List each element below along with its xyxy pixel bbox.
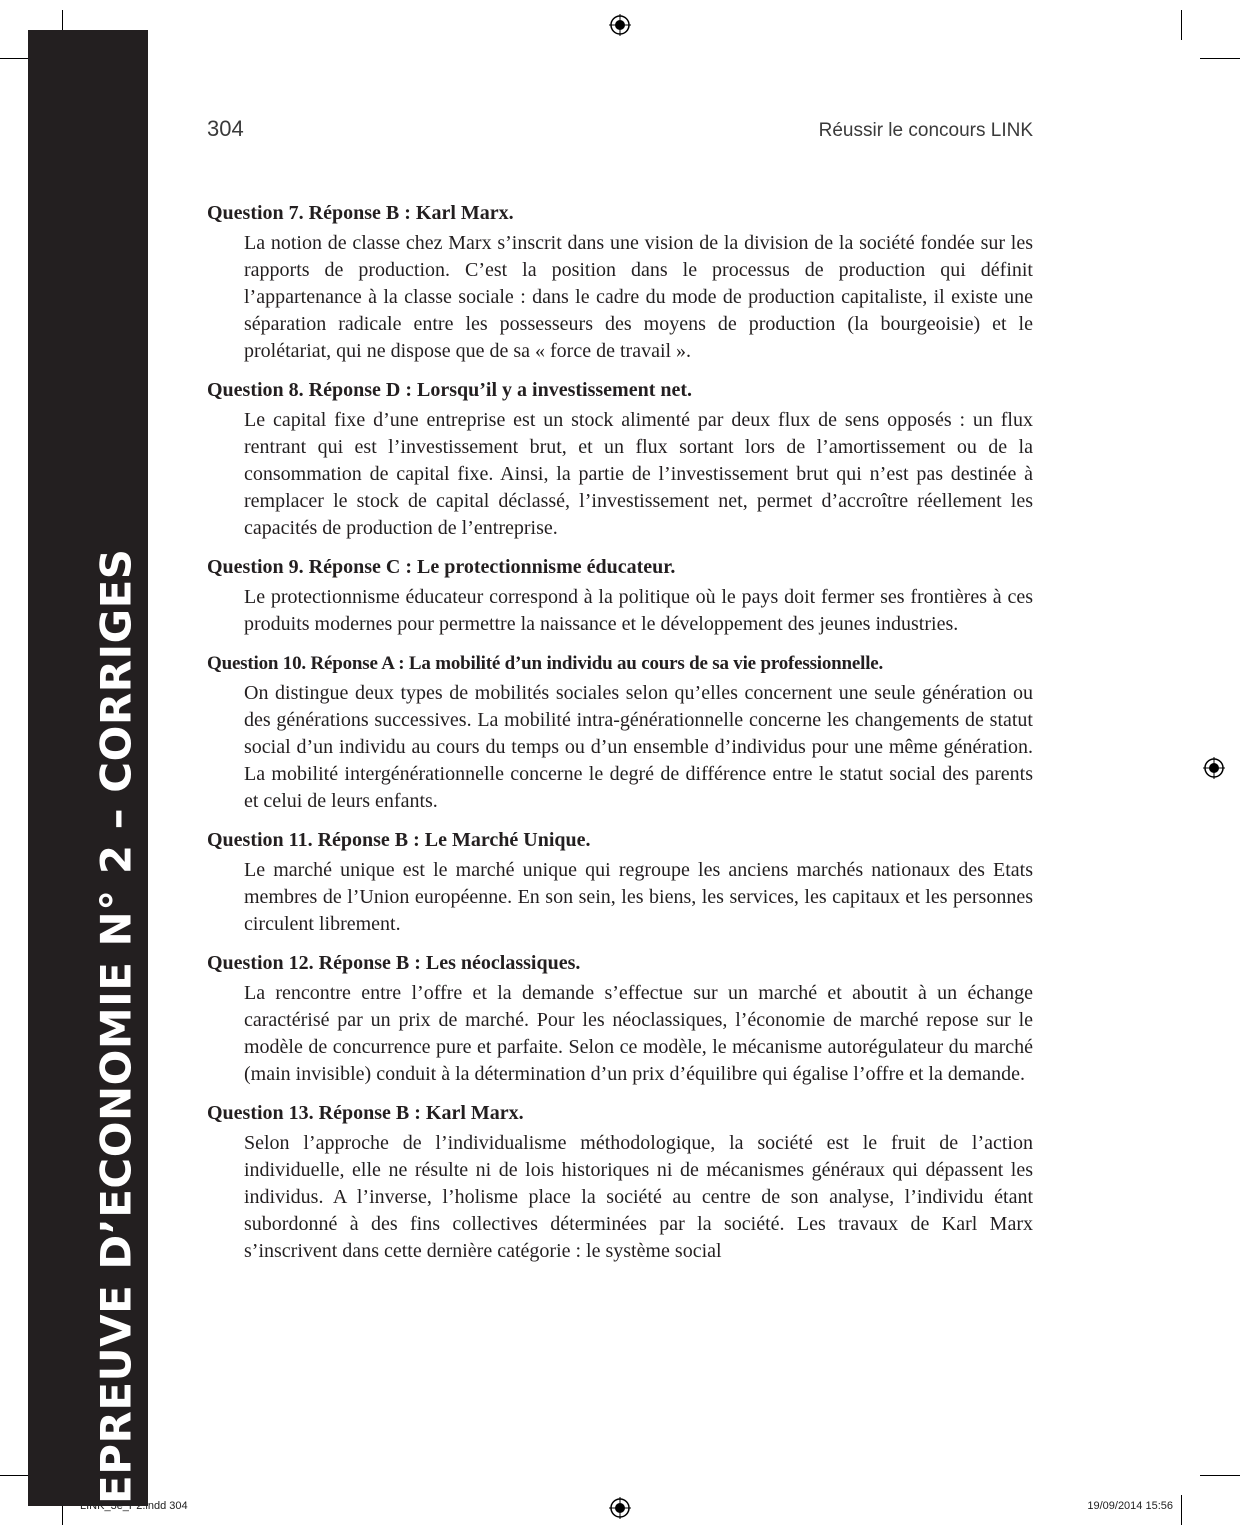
question-title: Question 11. Réponse B : Le Marché Unique. bbox=[207, 829, 591, 851]
running-title: Réussir le concours LINK bbox=[818, 120, 1033, 141]
question-block bbox=[207, 554, 1033, 638]
question-block bbox=[207, 200, 1033, 365]
crop-mark bbox=[1200, 58, 1240, 59]
question-explanation: La notion de classe chez Marx s’inscrit dans une vision de la division de la société fondée sur les rapports de production. C’est la position dans le processus de production qui définit l’appartenance à la classe sociale : dans le cadre du mode de production capitaliste, il existe une séparation radicale entre les possesseurs des moyens de production (la bourgeoisie) et le prolétariat, qui ne dispose que de sa « force de travail ». bbox=[244, 232, 1033, 362]
registration-mark-icon bbox=[1203, 757, 1225, 779]
slug-date-info: 19/09/2014 15:56 bbox=[1087, 1500, 1173, 1512]
question-explanation: Le capital fixe d’une entreprise est un stock alimenté par deux flux de sens opposés : un flux rentrant qui est l’investissement brut, et un flux sortant lors de l’amortissement ou de la consommation de capital fixe. Ainsi, la partie de l’investissement brut qui n’est pas destinée à remplacer le stock de capital déclassé, l’investissement net, permet d’accroître réellement les capacités de production de l’entreprise. bbox=[244, 409, 1033, 539]
crop-mark bbox=[1181, 10, 1182, 40]
question-block bbox=[207, 1100, 1033, 1265]
registration-mark-icon bbox=[609, 14, 631, 36]
side-band bbox=[28, 30, 148, 1506]
question-block bbox=[207, 650, 1033, 815]
side-band-title: EPREUVE D’ECONOMIE N° 2 – CORRIGES bbox=[91, 548, 141, 1504]
question-title: Question 10. Réponse A : La mobilité d’un individu au cours de sa vie professionnelle. bbox=[207, 653, 884, 674]
answers-list bbox=[207, 200, 1033, 1265]
question-explanation: Le marché unique est le marché unique qui regroupe les anciens marchés nationaux des Etats membres de l’Union européenne. En son sein, les biens, les services, les capitaux et les personnes circulent librement. bbox=[244, 859, 1033, 935]
registration-mark-icon bbox=[609, 1497, 631, 1519]
question-title: Question 13. Réponse B : Karl Marx. bbox=[207, 1102, 524, 1124]
crop-mark bbox=[1181, 1495, 1182, 1525]
question-block bbox=[207, 827, 1033, 938]
question-explanation: On distingue deux types de mobilités sociales selon qu’elles concernent une seule génération ou des générations successives. La mobilité intra-générationnelle concerne les changements de statut social d’un individu au cours du temps ou d’un ensemble d’individus pour une même génération. La mobilité intergénérationnelle concerne le degré de différence entre le statut social des parents et celui de leurs enfants. bbox=[244, 682, 1033, 812]
question-block bbox=[207, 377, 1033, 542]
page-number: 304 bbox=[207, 116, 244, 141]
question-block bbox=[207, 950, 1033, 1088]
question-title: Question 7. Réponse B : Karl Marx. bbox=[207, 202, 514, 224]
question-explanation: Selon l’approche de l’individualisme méthodologique, la société est le fruit de l’action individuelle, elle ne résulte ni de lois historiques ni de mécanismes généraux qui dépassent les individus. A l’inverse, l’holisme place la société au centre de son analyse, l’individu étant subordonné à des fins collectives déterminées par la société. Les travaux de Karl Marx s’inscrivent dans cette dernière catégorie : le système social bbox=[244, 1132, 1033, 1262]
question-explanation: La rencontre entre l’offre et la demande s’effectue sur un marché et aboutit à un échange caractérisé par un prix de marché. Pour les néoclassiques, l’économie de marché repose sur le modèle de concurrence pure et parfaite. Selon ce modèle, le mécanisme autorégulateur du marché (main invisible) conduit à la détermination d’un prix d’équilibre qui égalise l’offre et la demande. bbox=[244, 982, 1033, 1085]
crop-mark bbox=[1200, 1475, 1240, 1476]
question-title: Question 9. Réponse C : Le protectionnisme éducateur. bbox=[207, 556, 676, 578]
question-title: Question 12. Réponse B : Les néoclassiques. bbox=[207, 952, 581, 974]
question-title: Question 8. Réponse D : Lorsqu’il y a investissement net. bbox=[207, 379, 693, 401]
question-explanation: Le protectionnisme éducateur correspond à la politique où le pays doit fermer ses frontières à ces produits modernes pour permettre la naissance et le développement des jeunes industries. bbox=[244, 586, 1033, 635]
slug-file-info: LINK_3e_P2.indd 304 bbox=[80, 1500, 188, 1512]
